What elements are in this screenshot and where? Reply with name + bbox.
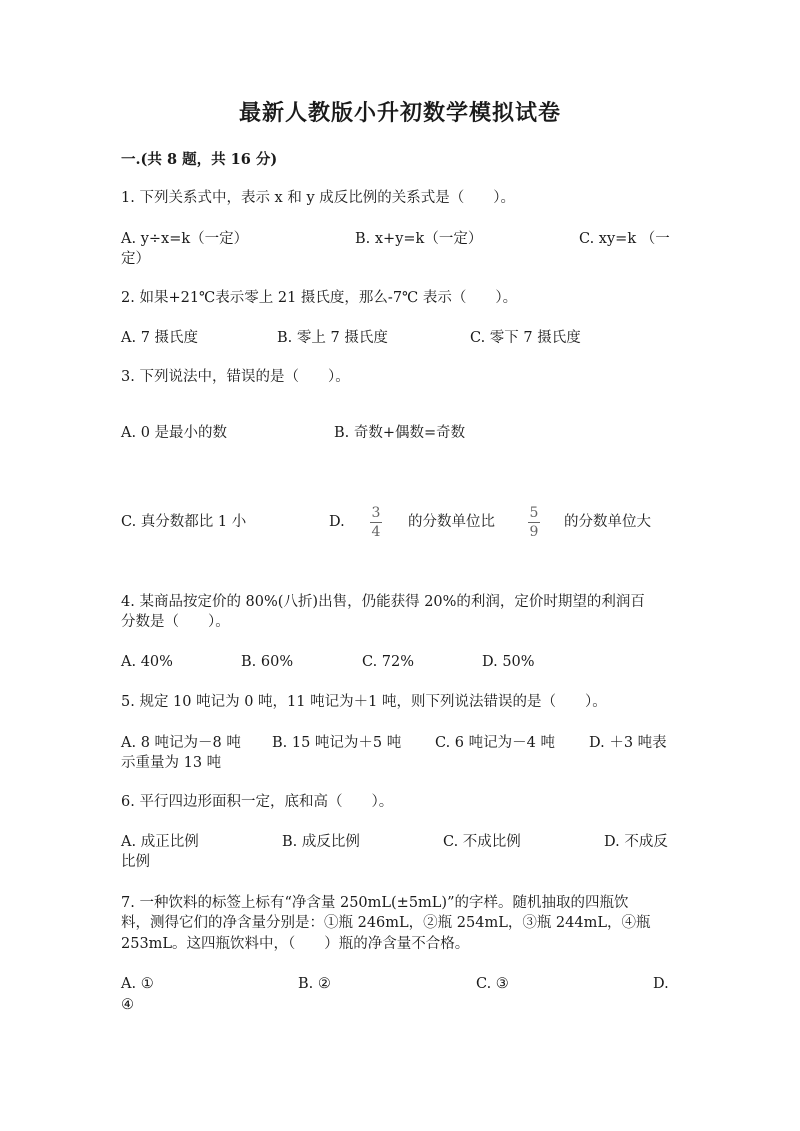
question-3-option-d-middle: 的分数单位比 [408,514,495,530]
question-7-stem-line-3: 253mL。这四瓶饮料中，（ ）瓶的净含量不合格。 [121,936,470,952]
question-3-option-d-label: D. [329,514,345,530]
question-5-option-d: D. ＋3 吨表 [589,735,667,751]
question-4-stem: 4. 某商品按定价的 80%(八折)出售，仍能获得 20%的利润，定价时期望的利润百 [121,594,645,610]
question-1-stem: 1. 下列关系式中，表示 x 和 y 成反比例的关系式是（ ）。 [121,190,515,206]
question-3-option-d-end: 的分数单位大 [564,514,651,530]
question-5-option-b: B. 15 吨记为＋5 吨 [272,735,402,751]
question-6-option-d-wrap: 比例 [121,854,150,870]
question-1-option-c: C. xy=k （一 [579,231,670,247]
question-4-option-b: B. 60% [241,654,294,670]
question-4-option-d: D. 50% [482,654,535,670]
question-4-option-c: C. 72% [362,654,415,670]
question-6-stem: 6. 平行四边形面积一定，底和高（ ）。 [121,794,394,810]
question-3-option-b: B. 奇数+偶数=奇数 [334,425,466,441]
question-7-option-a: A. ① [121,976,154,992]
fraction-bar [370,522,382,523]
question-7-option-b: B. ② [298,976,331,992]
question-2-stem: 2. 如果+21℃表示零上 21 摄氏度，那么-7℃ 表示（ ）。 [121,290,518,306]
question-1-option-a: A. y÷x=k（一定） [121,231,249,247]
question-6-option-c: C. 不成比例 [443,834,521,850]
question-3-option-a: A. 0 是最小的数 [121,425,228,441]
fraction-five-ninths [524,505,544,540]
fraction-denominator: 4 [371,524,381,540]
section-heading: 一.(共 8 题，共 16 分) [121,151,278,168]
question-5-stem: 5. 规定 10 吨记为 0 吨，11 吨记为＋1 吨，则下列说法错误的是（ ）。 [121,694,607,710]
fraction-numerator: 5 [529,505,539,521]
question-1-option-b: B. x+y=k（一定） [355,231,483,247]
question-4-option-a: A. 40% [121,654,173,670]
question-3-stem: 3. 下列说法中，错误的是（ ）。 [121,369,350,385]
question-6-option-d: D. 不成反 [604,834,668,850]
fraction-numerator: 3 [371,505,381,521]
fraction-denominator: 9 [529,524,539,540]
question-1-option-c-wrap: 定） [121,251,150,267]
fraction-three-quarters [366,505,386,540]
question-2-option-b: B. 零上 7 摄氏度 [277,330,388,346]
question-7-stem-line-2: 料，测得它们的净含量分别是：①瓶 246mL，②瓶 254mL，③瓶 244mL，④瓶 [121,915,651,931]
question-7-option-c: C. ③ [476,976,509,992]
question-4-stem-wrap: 分数是（ ）。 [121,614,230,630]
fraction-bar [528,522,540,523]
question-5-option-d-wrap: 示重量为 13 吨 [121,755,222,771]
question-7-option-d-wrap: ④ [121,997,134,1013]
question-5-option-a: A. 8 吨记为－8 吨 [121,735,241,751]
page-title: 最新人教版小升初数学模拟试卷 [238,100,561,126]
question-5-option-c: C. 6 吨记为－4 吨 [435,735,555,751]
question-2-option-a: A. 7 摄氏度 [121,330,199,346]
question-6-option-a: A. 成正比例 [121,834,199,850]
question-2-option-c: C. 零下 7 摄氏度 [470,330,581,346]
question-7-stem: 7. 一种饮料的标签上标有“净含量 250mL(±5mL)”的字样。随机抽取的四瓶饮 [121,895,629,911]
question-6-option-b: B. 成反比例 [282,834,360,850]
question-3-option-c: C. 真分数都比 1 小 [121,514,247,530]
question-7-option-d: D. [653,976,669,992]
